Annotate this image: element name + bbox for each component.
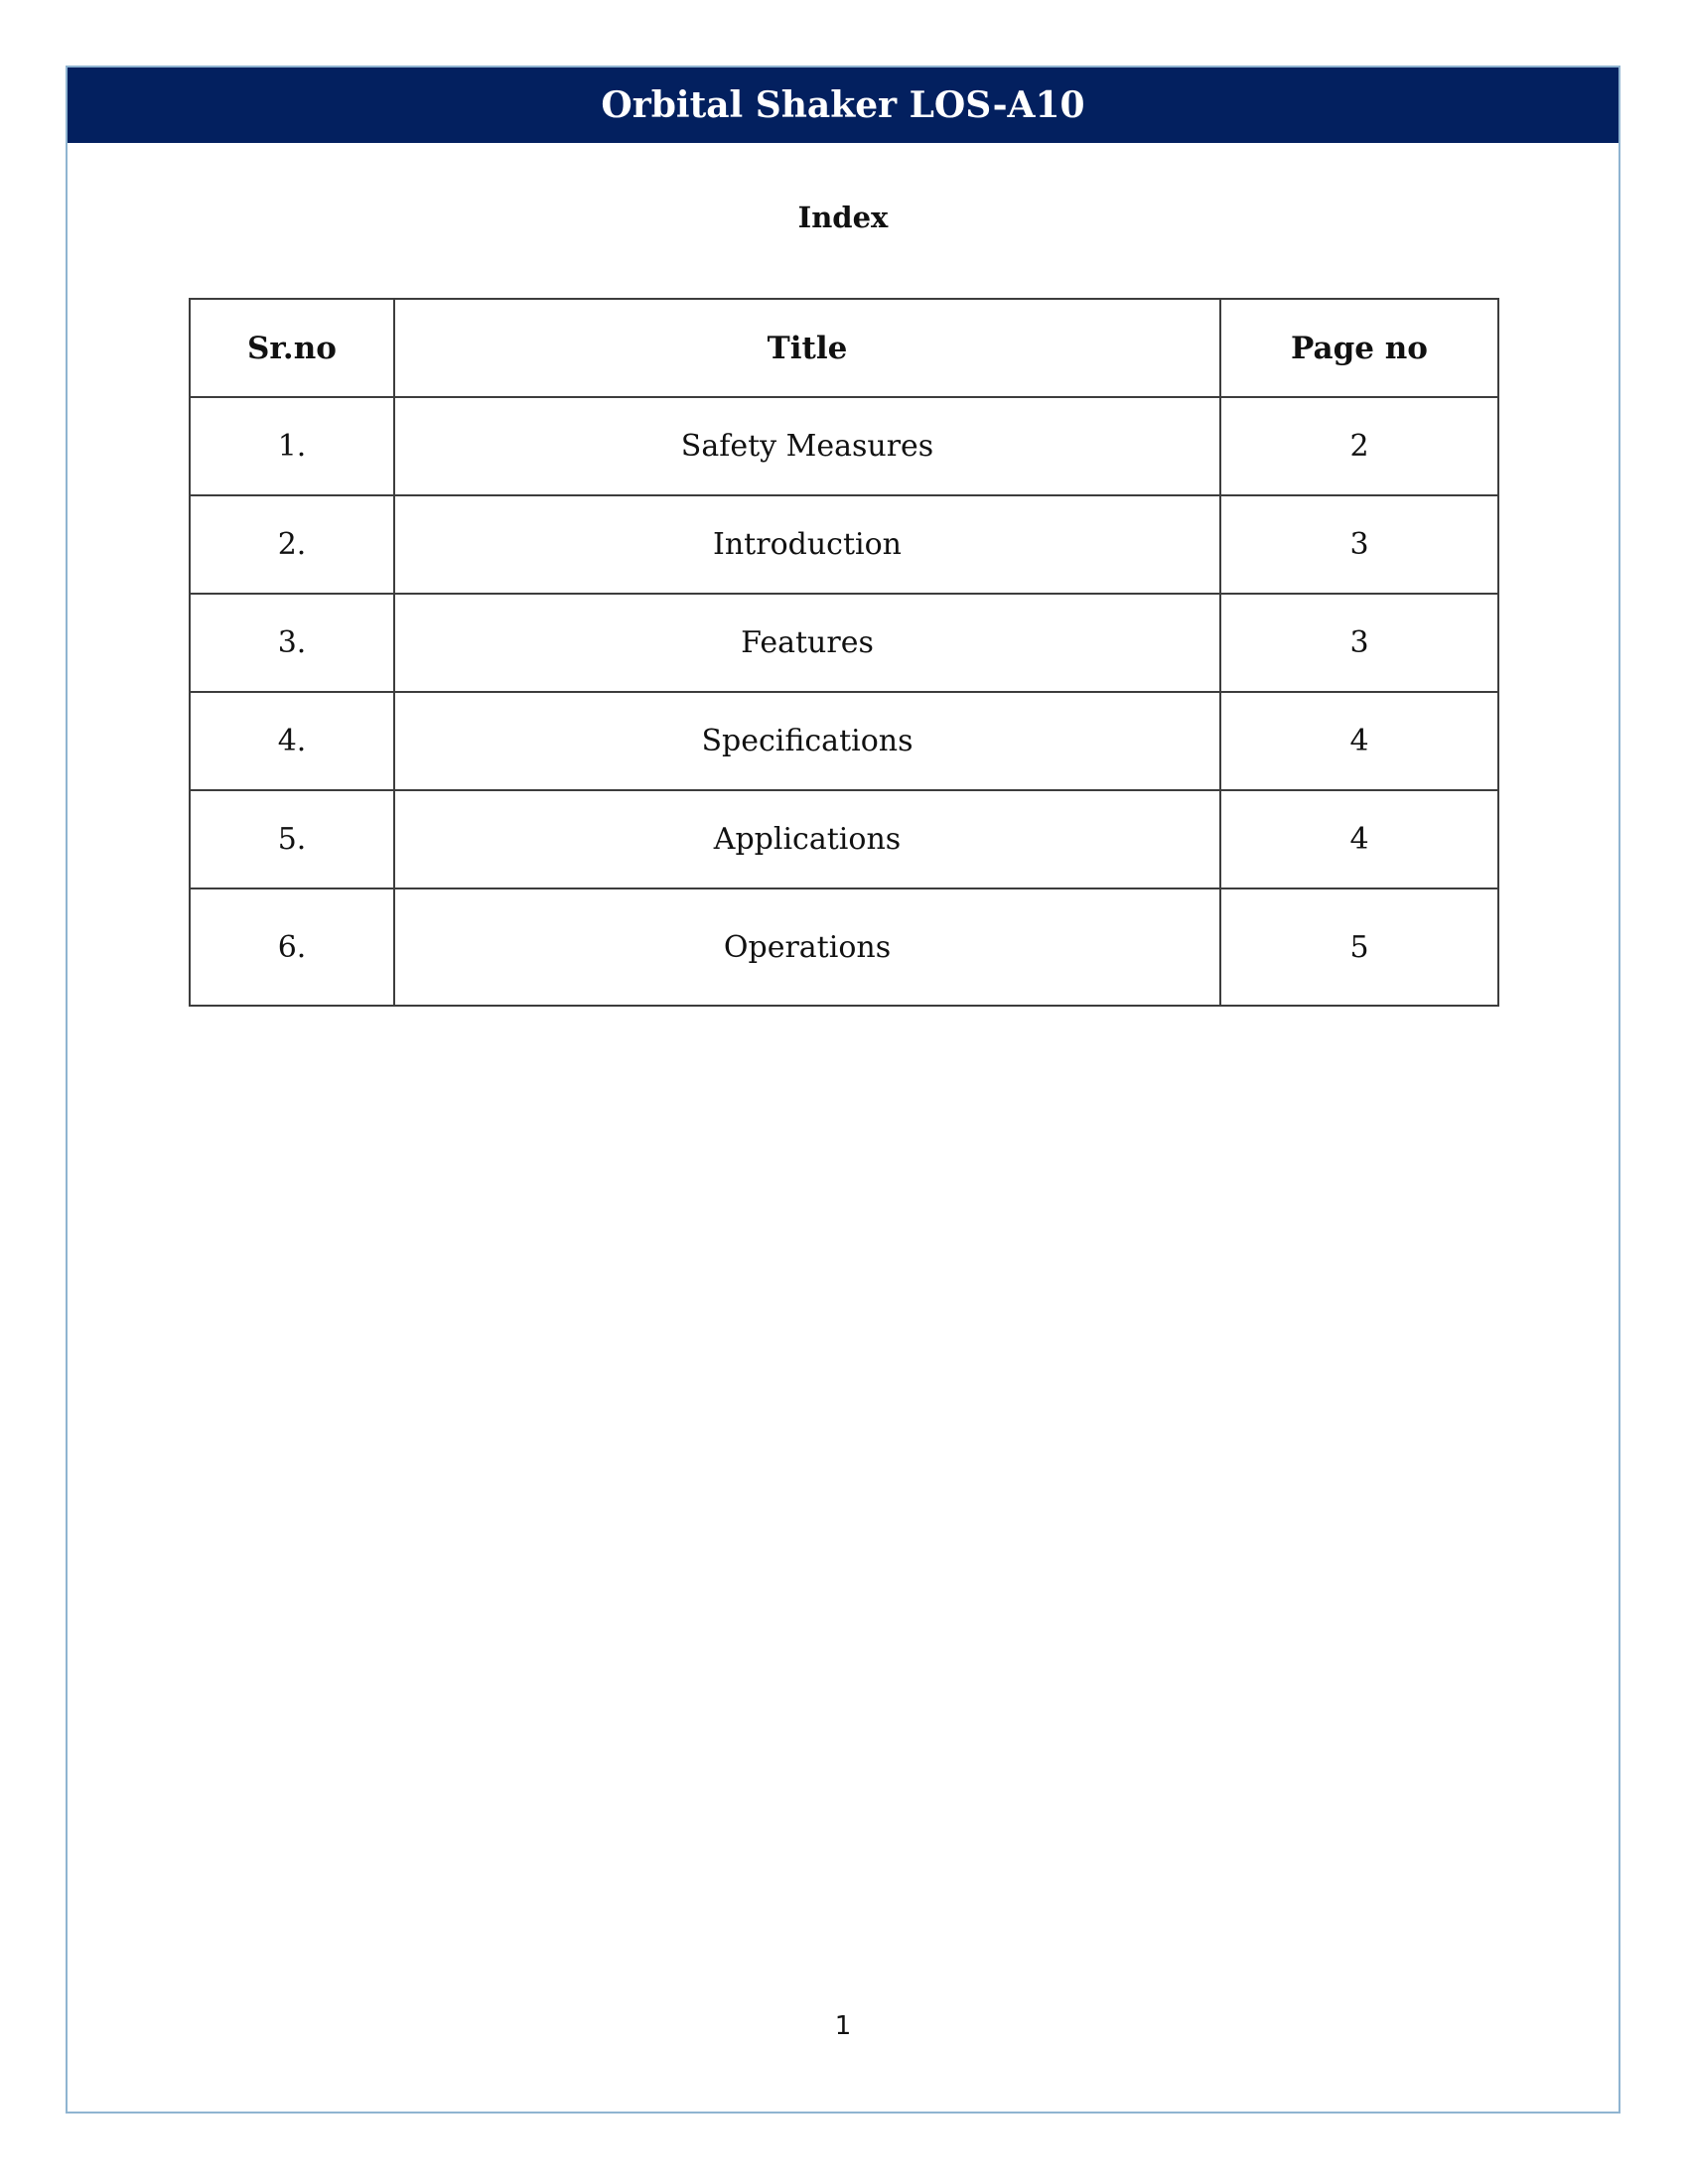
row-srno: 3.: [190, 594, 394, 692]
row-title: Applications: [394, 790, 1220, 888]
row-srno: 1.: [190, 397, 394, 495]
index-heading: Index: [797, 201, 889, 234]
row-page: 4: [1220, 692, 1498, 790]
column-header-title: Title: [394, 299, 1220, 397]
table-row: [190, 495, 1498, 594]
row-title: Operations: [394, 888, 1220, 1006]
page-frame: [66, 66, 1620, 2114]
row-page: 3: [1220, 495, 1498, 594]
row-srno: 5.: [190, 790, 394, 888]
table-row: [190, 888, 1498, 1006]
row-page: 4: [1220, 790, 1498, 888]
row-page: 5: [1220, 888, 1498, 1006]
table-header-row: [190, 299, 1498, 397]
document-title-bar: [68, 68, 1618, 143]
row-title: Specifications: [394, 692, 1220, 790]
column-header-srno: Sr.no: [190, 299, 394, 397]
row-page: 3: [1220, 594, 1498, 692]
row-srno: 6.: [190, 888, 394, 1006]
index-table: [189, 298, 1499, 1007]
table-row: [190, 692, 1498, 790]
row-title: Features: [394, 594, 1220, 692]
page-number: 1: [834, 2011, 852, 2041]
table-row: [190, 790, 1498, 888]
row-title: Safety Measures: [394, 397, 1220, 495]
table-row: [190, 594, 1498, 692]
row-srno: 2.: [190, 495, 394, 594]
row-page: 2: [1220, 397, 1498, 495]
document-title: Orbital Shaker LOS-A10: [601, 84, 1085, 126]
row-title: Introduction: [394, 495, 1220, 594]
row-srno: 4.: [190, 692, 394, 790]
table-row: [190, 397, 1498, 495]
column-header-page: Page no: [1220, 299, 1498, 397]
